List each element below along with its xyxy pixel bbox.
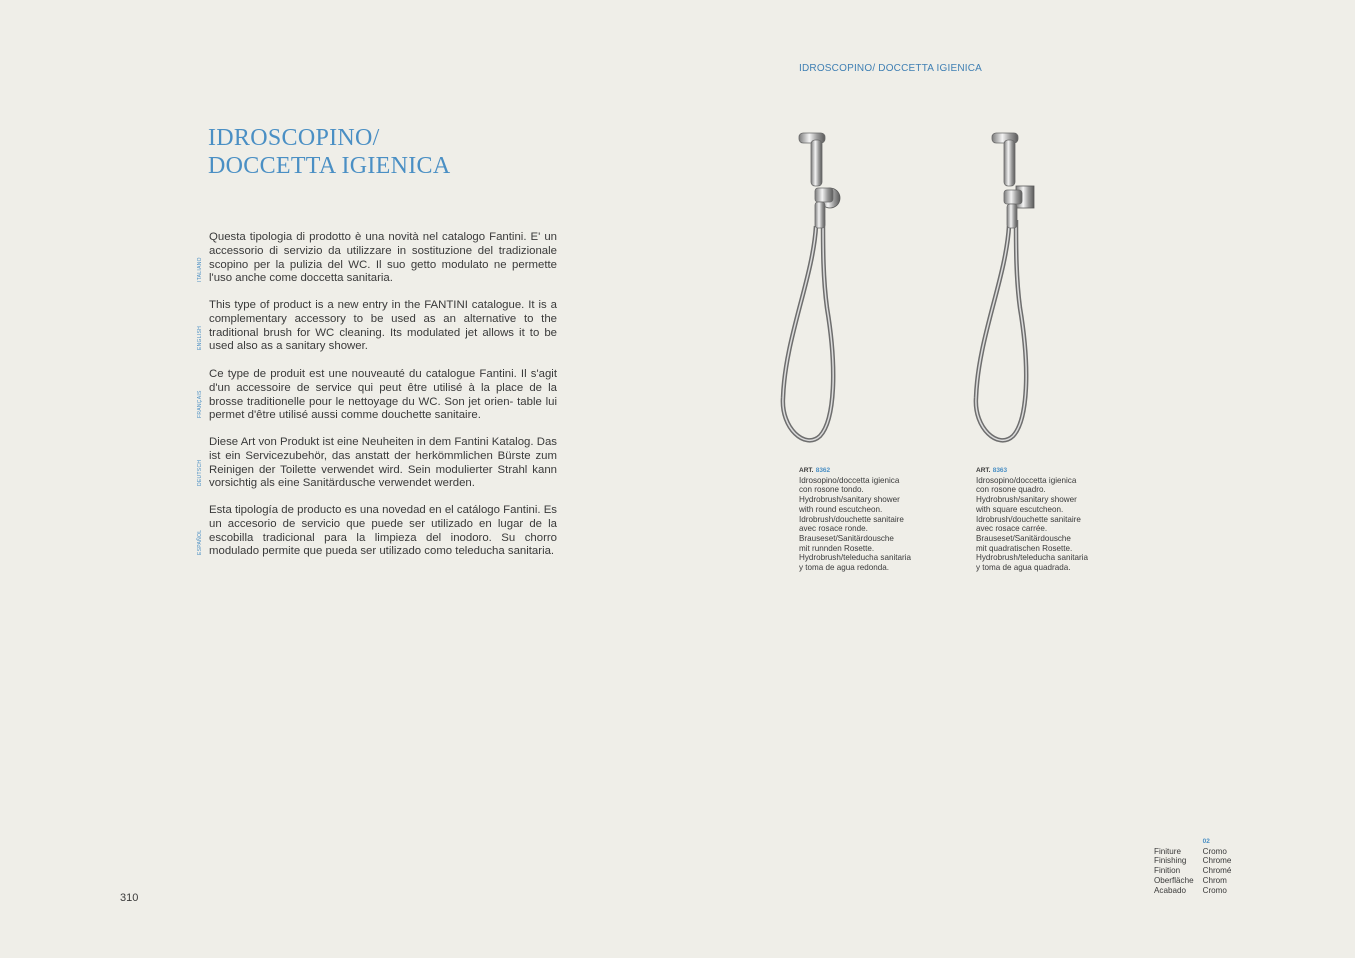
caption-line: avec rosace carrée. [976,524,1048,534]
description-english: This type of product is a new entry in the FANTINI catalogue. It is a complementary accessory to be used as an alternative to the traditional brush for WC cleaning. Its modulated jet allows it to be used also as a sanitary shower. [209,299,557,353]
caption-line: con rosone quadro. [976,485,1046,495]
caption-line: Hydrobrush/sanitary shower [976,495,1077,505]
caption-line: mit quadratischen Rosette. [976,543,1073,553]
caption-line: Hydrobrush/teleducha sanitaria [799,553,912,563]
caption-line: Idrobrush/douchette sanitaire [976,514,1081,524]
hydrobrush-round-escutcheon-image [775,128,855,450]
section-header: IDROSCOPINO/ DOCCETTA IGIENICA [799,63,983,74]
finish-row [1154,886,1231,896]
finish-value: Cromo [1202,885,1227,895]
product-art-line [799,465,949,476]
caption-line: Idrosopino/doccetta igienica [976,475,1077,485]
lang-label-english: ENGLISH [197,325,203,350]
art-label: ART. [976,467,991,474]
caption-line: y toma de agua quadrada. [976,563,1071,573]
page-title-line-2: DOCCETTA IGIENICA [208,153,451,179]
caption-line: with round escutcheon. [799,504,883,514]
caption-line: Hydrobrush/sanitary shower [799,495,900,505]
description-german: Diese Art von Produkt ist eine Neuheiten in dem Fantini Katalog. Das ist ein Servicezubehör, das anstatt der herkömmlichen Bürste zum Reinigen der Toilette verwendet wird. Sein modulierter Strahl kann vorsichtig als eine Sanitärdusche verwendet werden. [209,436,557,490]
page-title [208,124,451,180]
lang-label-german: DEUTSCH [197,459,203,486]
finishes-table [1154,836,1231,895]
description-french: Ce type de produit est une nouveauté du catalogue Fantini. Il s'agit d'un accessoire de service qui peut être utilisé à la place de la brosse traditionelle pour le nettoyage du WC. Son jet orien- table lui permet d'être utilisé aussi comme douchette sanitaire. [209,368,557,422]
caption-line: Idrosopino/doccetta igienica [799,475,900,485]
finish-value: Chrome [1202,856,1232,866]
art-label: ART. [799,467,814,474]
page-title-line-1: IDROSCOPINO/ [208,125,380,151]
description-italian: Questa tipologia di prodotto è una novità nel catalogo Fantini. E' un accessorio di servizio da utilizzare in sostituzione del tradizionale scopino per la pulizia del WC. Il suo getto modulato ne permette l'uso anche come doccetta sanitaria. [209,231,557,285]
finish-code: 02 [1202,838,1210,845]
finish-value: Chromé [1202,866,1232,876]
finish-row [1154,876,1231,886]
caption-line: mit runnden Rosette. [799,543,875,553]
finish-row [1154,847,1231,857]
caption-line: Brauseset/Sanitärdousche [799,533,894,543]
caption-line: Hydrobrush/teleducha sanitaria [976,553,1089,563]
finish-value: Chrom [1202,875,1227,885]
lang-label-italian: ITALIANO [197,257,203,282]
finish-label: Finishing [1154,856,1187,866]
caption-line: Brauseset/Sanitärdousche [976,533,1071,543]
finish-value: Cromo [1202,846,1227,856]
art-code: 8362 [815,467,831,474]
description-spanish: Esta tipología de producto es una novedad en el catálogo Fantini. Es un accesorio de servicio que puede ser utilizado en lugar de la escobilla tradicional para la limpieza del inodoro. Su chorro modulado permite que pueda ser utilizado como teleducha sanitaria. [209,504,557,558]
lang-label-spanish: ESPAÑOL [197,529,203,555]
caption-line: avec rosace ronde. [799,524,868,534]
product-art-line [976,465,1126,476]
caption-line: con rosone tondo. [799,485,864,495]
finish-label: Finition [1154,866,1181,876]
page-number: 310 [120,892,139,904]
lang-label-french: FRANÇAIS [197,390,203,418]
product-caption-8362 [799,465,949,573]
caption-line: with square escutcheon. [976,504,1064,514]
finish-label: Acabado [1154,885,1186,895]
finish-label: Finiture [1154,846,1181,856]
caption-line: Idrobrush/douchette sanitaire [799,514,904,524]
caption-line: y toma de agua redonda. [799,563,889,573]
finish-row [1154,856,1231,866]
product-caption-8363 [976,465,1126,573]
hydrobrush-square-escutcheon-image [968,128,1048,450]
finish-label: Oberfläche [1154,875,1194,885]
art-code: 8363 [992,467,1008,474]
finish-row [1154,866,1231,876]
